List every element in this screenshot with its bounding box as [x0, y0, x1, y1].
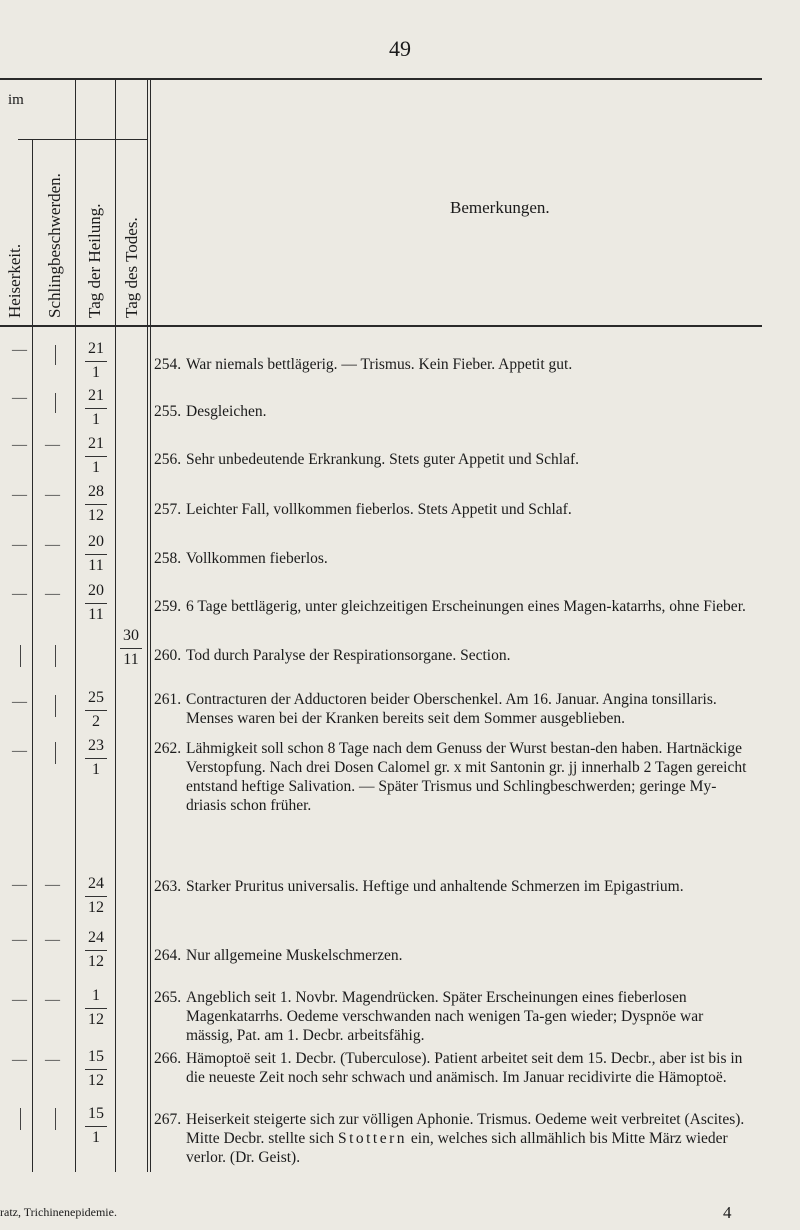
remark-text: Sehr unbedeutende Erkrankung. Stets guter Appetit und Schlaf. — [186, 451, 580, 468]
mark-dash: — — [12, 694, 27, 710]
fraction-bar — [85, 1126, 107, 1127]
footer-source: ratz, Trichinenepidemie. — [0, 1205, 117, 1219]
heilung-month: 1 — [92, 364, 100, 381]
heilung-date-258 — [76, 532, 116, 576]
mark-dash: — — [45, 877, 60, 893]
remark-text: 6 Tage bettlägerig, unter gleichzeitigen Erscheinungen eines Magen-katarrhs, ohne Fieber. — [186, 598, 746, 615]
heilung-date-259 — [76, 581, 116, 625]
case-number: 261. — [154, 691, 182, 708]
mark-dash: — — [45, 437, 60, 453]
heilung-date-263 — [76, 874, 116, 918]
fraction-bar — [85, 603, 107, 604]
remark-264 — [154, 946, 754, 965]
case-number: 265. — [154, 989, 182, 1006]
mark-dash: — — [12, 877, 27, 893]
case-number: 263. — [154, 878, 182, 895]
fraction-bar — [85, 758, 107, 759]
header-group-label: im — [8, 92, 24, 108]
heilung-date-264 — [76, 928, 116, 972]
heilung-month: 1 — [92, 411, 100, 428]
heilung-day: 23 — [88, 737, 104, 754]
fraction-bar — [85, 1008, 107, 1009]
heilung-month: 1 — [92, 761, 100, 778]
remark-265 — [154, 988, 754, 1044]
mark-dash: — — [45, 586, 60, 602]
heilung-day: 28 — [88, 483, 104, 500]
heilung-month: 1 — [92, 459, 100, 476]
heilung-date-266 — [76, 1047, 116, 1091]
heilung-month: 1 — [92, 1129, 100, 1146]
heilung-month: 11 — [88, 557, 104, 574]
mark-bar — [55, 742, 56, 764]
fraction-bar — [85, 456, 107, 457]
mark-dash: — — [12, 437, 27, 453]
mark-dash: — — [12, 487, 27, 503]
col-header-tag-des-todes: Tag des Todes. — [122, 217, 141, 318]
remark-text: Starker Pruritus universalis. Heftige und anhaltende Schmerzen im Epigastrium. — [186, 878, 684, 895]
heilung-date-254 — [76, 339, 116, 383]
remark-text: Vollkommen fieberlos. — [186, 550, 328, 567]
footer-signature: 4 — [723, 1203, 732, 1222]
fraction-bar — [85, 361, 107, 362]
fraction-bar — [120, 648, 142, 649]
heilung-date-261 — [76, 688, 116, 732]
case-number: 267. — [154, 1111, 182, 1128]
heilung-date-256 — [76, 434, 116, 478]
fraction-bar — [85, 554, 107, 555]
heilung-date-265 — [76, 986, 116, 1030]
mark-bar — [55, 645, 56, 667]
heilung-day: 25 — [88, 689, 104, 706]
case-number: 262. — [154, 740, 182, 757]
remark-text: Contracturen der Adductoren beider Oberschenkel. Am 16. Januar. Angina tonsillaris. Menses waren bei der Kranken bereits seit dem Sommer ausgeblieben. — [186, 691, 717, 727]
mark-dash: — — [12, 992, 27, 1008]
col-header-heiserkeit: Heiserkeit. — [5, 243, 24, 318]
case-number: 266. — [154, 1050, 182, 1067]
case-number: 259. — [154, 598, 182, 615]
remark-267 — [154, 1110, 754, 1166]
fraction-bar — [85, 950, 107, 951]
fraction-bar — [85, 408, 107, 409]
fraction-bar — [85, 1069, 107, 1070]
page-number: 49 — [389, 36, 411, 61]
mark-dash: — — [12, 586, 27, 602]
heilung-day: 21 — [88, 340, 104, 357]
remark-text: Angeblich seit 1. Novbr. Magendrücken. Später Erscheinungen eines fieberlosen Magenkatarrhs. Oedeme verschwanden nach wenigen Ta-gen wieder; Dyspnöe war mässig, Pat. am 1. Decbr. arbeitsfähig. — [186, 989, 704, 1044]
remark-text-part: Heiserkeit steigerte sich zur völligen Aphonie. Trismus. Oedeme weit verbreitet (Ascites). Mitte Decbr. stellte sich — [186, 1111, 745, 1147]
fraction-bar — [85, 710, 107, 711]
mark-bar — [55, 695, 56, 717]
remark-emphasis: Stottern — [337, 1130, 408, 1147]
remark-255 — [154, 402, 754, 421]
todes-date-260 — [111, 626, 151, 670]
case-number: 260. — [154, 647, 182, 664]
remark-258 — [154, 549, 754, 568]
mark-dash: — — [45, 487, 60, 503]
case-number: 264. — [154, 947, 182, 964]
mark-dash: — — [12, 743, 27, 759]
header-rule-upper — [18, 139, 148, 140]
remark-text: Lähmigkeit soll schon 8 Tage nach dem Genuss der Wurst bestan-den haben. Hartnäckige Verstopfung. Nach drei Dosen Calomel gr. x mit Santonin gr. jj innerhalb 2 Tagen gereicht entstand heftige Salivation. — Später Trismus und Schlingbeschwerden; geringe My-driasis schon früher. — [186, 740, 747, 814]
mark-bar — [20, 1108, 21, 1130]
heilung-month: 12 — [88, 507, 104, 524]
remark-text: Tod durch Paralyse der Respirationsorgane. Section. — [186, 647, 511, 664]
heilung-day: 24 — [88, 875, 104, 892]
heilung-day: 21 — [88, 435, 104, 452]
remark-text: Hämoptoë seit 1. Decbr. (Tuberculose). Patient arbeitet seit dem 15. Decbr., aber ist bis in die neueste Zeit noch sehr schwach und anämisch. Im Januar recidivirte die Hämoptoë. — [186, 1050, 743, 1086]
remark-266 — [154, 1049, 754, 1086]
fraction-bar — [85, 896, 107, 897]
mark-dash: — — [12, 932, 27, 948]
todes-day: 30 — [123, 627, 139, 644]
heilung-date-267 — [76, 1104, 116, 1148]
heilung-day: 15 — [88, 1048, 104, 1065]
remark-263 — [154, 877, 754, 896]
todes-month: 11 — [123, 651, 139, 668]
heilung-date-255 — [76, 386, 116, 430]
remark-259 — [154, 597, 754, 616]
heilung-month: 12 — [88, 953, 104, 970]
remark-text: Desgleichen. — [186, 403, 267, 420]
mark-dash: — — [45, 1052, 60, 1068]
mark-dash: — — [12, 1052, 27, 1068]
mark-dash: — — [45, 992, 60, 1008]
case-number: 257. — [154, 501, 182, 518]
remark-254 — [154, 355, 754, 374]
remark-256 — [154, 450, 754, 469]
remark-260 — [154, 646, 754, 665]
heilung-day: 20 — [88, 582, 104, 599]
col-header-tag-der-heilung: Tag der Heilung. — [85, 203, 104, 318]
heilung-month: 11 — [88, 606, 104, 623]
remark-262 — [154, 739, 754, 814]
mark-dash: — — [12, 537, 27, 553]
heilung-month: 2 — [92, 713, 100, 730]
heilung-date-257 — [76, 482, 116, 526]
fraction-bar — [85, 504, 107, 505]
mark-bar — [55, 1108, 56, 1130]
case-number: 256. — [154, 451, 182, 468]
heilung-day: 1 — [92, 987, 100, 1004]
mark-dash: — — [45, 537, 60, 553]
mark-bar — [20, 645, 21, 667]
col-header-bemerkungen: Bemerkungen. — [450, 198, 550, 217]
mark-dash: — — [45, 932, 60, 948]
remark-257 — [154, 500, 754, 519]
case-number: 258. — [154, 550, 182, 567]
mark-bar — [55, 393, 56, 413]
heilung-day: 24 — [88, 929, 104, 946]
col-header-schlingbeschwerden: Schlingbeschwerden. — [45, 173, 64, 318]
mark-dash: — — [12, 390, 27, 406]
case-number: 255. — [154, 403, 182, 420]
remark-text-part: ein, welches sich allmählich bis Mitte März wieder verlor. (Dr. Geist). — [186, 1130, 728, 1166]
mark-dash: — — [12, 342, 27, 358]
remark-text — [186, 1110, 754, 1167]
heilung-month: 12 — [88, 899, 104, 916]
heilung-day: 20 — [88, 533, 104, 550]
heilung-day: 15 — [88, 1105, 104, 1122]
remark-261 — [154, 690, 754, 727]
heilung-date-262 — [76, 736, 116, 780]
remark-text: Leichter Fall, vollkommen fieberlos. Stets Appetit und Schlaf. — [186, 501, 572, 518]
remark-text: War niemals bettlägerig. — Trismus. Kein Fieber. Appetit gut. — [186, 356, 573, 373]
mark-bar — [55, 345, 56, 365]
col-line-1 — [32, 140, 33, 1172]
heilung-month: 12 — [88, 1011, 104, 1028]
heilung-day: 21 — [88, 387, 104, 404]
remark-text: Nur allgemeine Muskelschmerzen. — [186, 947, 403, 964]
case-number: 254. — [154, 356, 182, 373]
heilung-month: 12 — [88, 1072, 104, 1089]
